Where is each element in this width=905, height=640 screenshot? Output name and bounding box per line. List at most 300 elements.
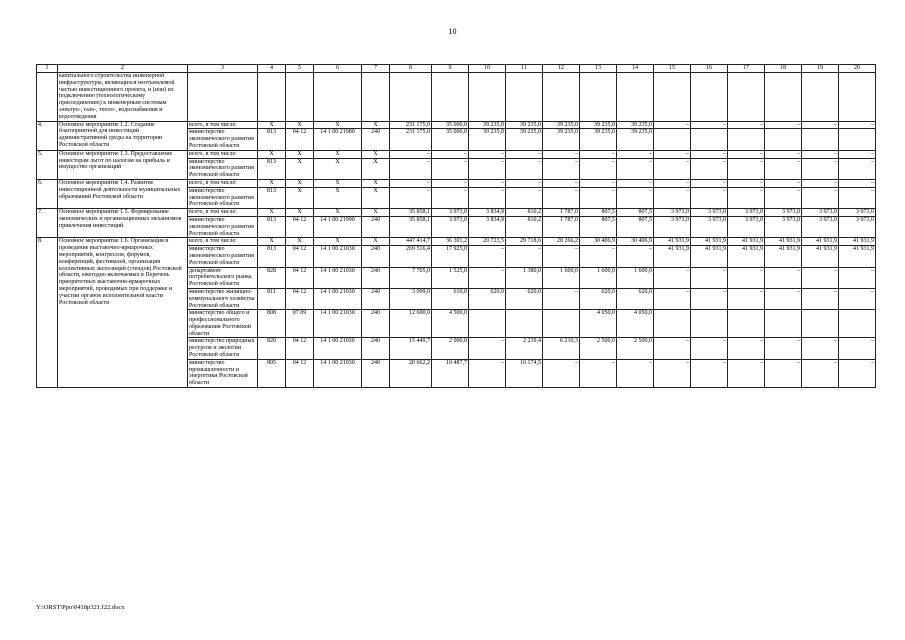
vr-cell: 240: [362, 338, 390, 359]
value-cell: 620,0: [469, 288, 506, 309]
value-cell: –: [728, 267, 765, 288]
empty-cell: [543, 73, 580, 122]
value-cell: –: [765, 338, 802, 359]
value-cell: –: [691, 121, 728, 129]
vr-cell: X: [362, 187, 390, 208]
value-cell: –: [839, 179, 876, 187]
executor-cell: всего, в том числе:: [188, 179, 258, 187]
grbs-cell: X: [258, 238, 286, 246]
value-cell: [728, 310, 765, 338]
csr-cell: 14 1 00 21990: [314, 216, 362, 237]
value-cell: –: [469, 158, 506, 179]
continuation-row: [37, 73, 876, 122]
grbs-cell: X: [258, 150, 286, 158]
value-cell: –: [390, 179, 432, 187]
value-cell: –: [617, 150, 654, 158]
value-cell: 39 235,0: [580, 121, 617, 129]
value-cell: 4 050,0: [617, 310, 654, 338]
rzpr-cell: X: [286, 209, 314, 217]
value-cell: –: [580, 359, 617, 387]
value-cell: 12 600,0: [390, 310, 432, 338]
empty-cell: [469, 73, 506, 122]
value-cell: –: [617, 359, 654, 387]
value-cell: 41 931,9: [728, 246, 765, 267]
value-cell: 3 973,0: [802, 209, 839, 217]
empty-cell: [390, 73, 432, 122]
value-cell: 41 931,9: [691, 238, 728, 246]
vr-cell: X: [362, 179, 390, 187]
rzpr-cell: X: [286, 179, 314, 187]
value-cell: 447 414,7: [390, 238, 432, 246]
value-cell: 3 973,0: [728, 209, 765, 217]
value-cell: 4 500,0: [432, 310, 469, 338]
value-cell: –: [654, 338, 691, 359]
value-cell: 620,0: [580, 288, 617, 309]
executor-cell: министерство экономического развития Ростовской области: [188, 187, 258, 208]
value-cell: [802, 129, 839, 150]
value-cell: –: [654, 288, 691, 309]
value-cell: –: [839, 121, 876, 129]
value-cell: –: [728, 150, 765, 158]
value-cell: –: [691, 158, 728, 179]
rzpr-cell: X: [286, 187, 314, 208]
vr-cell: X: [362, 158, 390, 179]
value-cell: –: [506, 187, 543, 208]
value-cell: –: [654, 121, 691, 129]
value-cell: –: [691, 338, 728, 359]
csr-cell: 14 1 00 21030: [314, 246, 362, 267]
value-cell: –: [432, 187, 469, 208]
csr-cell: 14 1 00 21030: [314, 267, 362, 288]
event-name-cell: Основное мероприятие 1.4. Развитие инвестиционной деятельности муниципальных образований Ростовской области: [58, 179, 188, 208]
value-cell: 4 050,0: [580, 310, 617, 338]
value-cell: –: [390, 187, 432, 208]
value-cell: –: [802, 288, 839, 309]
csr-cell: X: [314, 150, 362, 158]
value-cell: –: [802, 158, 839, 179]
value-cell: 807,5: [580, 216, 617, 237]
program-table: [36, 64, 876, 388]
rzpr-cell: 04 12: [286, 246, 314, 267]
value-cell: 3 973,0: [765, 209, 802, 217]
value-cell: 3 973,0: [432, 209, 469, 217]
value-cell: 1 600,0: [580, 267, 617, 288]
csr-cell: 14 1 00 21030: [314, 359, 362, 387]
header-row: [37, 65, 876, 73]
vr-cell: 240: [362, 310, 390, 338]
value-cell: –: [691, 187, 728, 208]
value-cell: 231 175,0: [390, 129, 432, 150]
executor-cell: департамент потребительского рынка Ростовской области: [188, 267, 258, 288]
csr-cell: X: [314, 158, 362, 179]
value-cell: –: [432, 179, 469, 187]
value-cell: –: [802, 121, 839, 129]
value-cell: 35 858,1: [390, 209, 432, 217]
empty-cell: [188, 73, 258, 122]
value-cell: [802, 310, 839, 338]
value-cell: –: [765, 179, 802, 187]
file-path-footer: Y:\ORST\Ppo\0418p321.f22.docx: [36, 604, 125, 611]
value-cell: 10 487,7: [432, 359, 469, 387]
value-cell: –: [802, 267, 839, 288]
value-cell: 30 406,9: [617, 238, 654, 246]
value-cell: 39 235,0: [580, 129, 617, 150]
value-cell: –: [765, 121, 802, 129]
executor-cell: всего, в том числе:: [188, 238, 258, 246]
value-cell: –: [469, 187, 506, 208]
empty-cell: [286, 73, 314, 122]
value-cell: –: [469, 150, 506, 158]
value-cell: –: [691, 359, 728, 387]
column-header-8: 8: [390, 65, 432, 73]
value-cell: 41 931,9: [802, 238, 839, 246]
value-cell: –: [802, 179, 839, 187]
value-cell: 619,0: [432, 288, 469, 309]
column-header-14: 14: [617, 65, 654, 73]
value-cell: 41 931,9: [765, 246, 802, 267]
value-cell: –: [543, 359, 580, 387]
value-cell: 807,5: [580, 209, 617, 217]
value-cell: 807,5: [617, 209, 654, 217]
value-cell: –: [765, 187, 802, 208]
column-header-20: 20: [839, 65, 876, 73]
value-cell: 3 973,0: [839, 216, 876, 237]
value-cell: [839, 129, 876, 150]
value-cell: –: [691, 150, 728, 158]
value-cell: –: [728, 288, 765, 309]
grbs-cell: 820: [258, 338, 286, 359]
value-cell: [506, 310, 543, 338]
value-cell: –: [654, 150, 691, 158]
value-cell: –: [580, 187, 617, 208]
empty-cell: [802, 73, 839, 122]
value-cell: –: [765, 288, 802, 309]
value-cell: –: [506, 158, 543, 179]
column-header-2: 2: [58, 65, 188, 73]
rzpr-cell: 07 09: [286, 310, 314, 338]
value-cell: –: [691, 179, 728, 187]
value-cell: –: [654, 158, 691, 179]
value-cell: 6 210,3: [543, 338, 580, 359]
value-cell: [654, 129, 691, 150]
column-header-18: 18: [765, 65, 802, 73]
rzpr-cell: 04 12: [286, 129, 314, 150]
column-header-3: 3: [188, 65, 258, 73]
vr-cell: 240: [362, 267, 390, 288]
value-cell: 30 406,9: [580, 238, 617, 246]
value-cell: 39 235,0: [469, 129, 506, 150]
grbs-cell: 813: [258, 158, 286, 179]
executor-cell: министерство экономического развития Ростовской области: [188, 246, 258, 267]
value-cell: –: [728, 158, 765, 179]
empty-cell: [691, 73, 728, 122]
value-cell: 28 266,2: [543, 238, 580, 246]
value-cell: –: [617, 179, 654, 187]
empty-cell: [432, 73, 469, 122]
value-cell: –: [469, 338, 506, 359]
grbs-cell: 808: [258, 310, 286, 338]
rzpr-cell: X: [286, 238, 314, 246]
executor-cell: всего, в том числе:: [188, 209, 258, 217]
value-cell: –: [728, 179, 765, 187]
vr-cell: X: [362, 121, 390, 129]
value-cell: 1 787,0: [543, 216, 580, 237]
table-row: [37, 150, 876, 158]
value-cell: 2 500,0: [617, 338, 654, 359]
value-cell: –: [765, 150, 802, 158]
value-cell: 3 973,0: [654, 216, 691, 237]
value-cell: [469, 310, 506, 338]
value-cell: 1 600,0: [543, 267, 580, 288]
value-cell: 2 239,4: [506, 338, 543, 359]
value-cell: 3 973,0: [432, 216, 469, 237]
empty-cell: [258, 73, 286, 122]
empty-cell: [617, 73, 654, 122]
value-cell: [691, 310, 728, 338]
row-number-cell: 7.: [37, 209, 58, 238]
value-cell: 39 235,0: [506, 129, 543, 150]
column-header-12: 12: [543, 65, 580, 73]
value-cell: 3 973,0: [691, 216, 728, 237]
value-cell: –: [543, 288, 580, 309]
csr-cell: 14 1 00 21030: [314, 338, 362, 359]
empty-cell: [654, 73, 691, 122]
value-cell: 807,5: [617, 216, 654, 237]
value-cell: –: [654, 359, 691, 387]
value-cell: –: [765, 158, 802, 179]
column-header-6: 6: [314, 65, 362, 73]
value-cell: 36 301,2: [432, 238, 469, 246]
value-cell: –: [802, 359, 839, 387]
value-cell: 3 834,9: [469, 209, 506, 217]
value-cell: –: [506, 246, 543, 267]
grbs-cell: 811: [258, 288, 286, 309]
column-header-9: 9: [432, 65, 469, 73]
continued-name-cell: капитального строительства инженерной инфраструктуры, являющихся неотъемлемой частью инвестиционного проекта, и (или) их подключению (технологическому присоединению) к инженерным системам электро-, газо-, тепло-, водоснабжения и водоотведения: [58, 73, 188, 122]
value-cell: 39 235,0: [617, 129, 654, 150]
executor-cell: министерство экономического развития Ростовской области: [188, 216, 258, 237]
rzpr-cell: 04 12: [286, 216, 314, 237]
value-cell: –: [802, 150, 839, 158]
value-cell: –: [617, 187, 654, 208]
value-cell: –: [802, 338, 839, 359]
value-cell: –: [580, 246, 617, 267]
value-cell: [543, 310, 580, 338]
value-cell: –: [839, 187, 876, 208]
value-cell: –: [839, 267, 876, 288]
value-cell: 41 931,9: [728, 238, 765, 246]
grbs-cell: 828: [258, 267, 286, 288]
csr-cell: X: [314, 238, 362, 246]
executor-cell: министерство промышленности и энергетики Ростовской области: [188, 359, 258, 387]
table-row: [37, 238, 876, 246]
value-cell: –: [432, 158, 469, 179]
value-cell: 17 925,0: [432, 246, 469, 267]
value-cell: 231 175,0: [390, 121, 432, 129]
value-cell: 2 500,0: [580, 338, 617, 359]
column-header-13: 13: [580, 65, 617, 73]
value-cell: 41 931,9: [802, 246, 839, 267]
value-cell: –: [469, 246, 506, 267]
vr-cell: 240: [362, 129, 390, 150]
value-cell: –: [580, 179, 617, 187]
value-cell: 3 973,0: [839, 209, 876, 217]
row-number-cell: [37, 73, 58, 122]
value-cell: –: [390, 158, 432, 179]
value-cell: –: [543, 246, 580, 267]
value-cell: –: [839, 288, 876, 309]
value-cell: 3 973,0: [691, 209, 728, 217]
value-cell: –: [432, 150, 469, 158]
value-cell: –: [506, 150, 543, 158]
grbs-cell: 813: [258, 216, 286, 237]
executor-cell: всего, в том числе:: [188, 121, 258, 129]
column-header-15: 15: [654, 65, 691, 73]
value-cell: [691, 129, 728, 150]
row-number-cell: 4.: [37, 121, 58, 150]
value-cell: [839, 310, 876, 338]
grbs-cell: X: [258, 179, 286, 187]
vr-cell: X: [362, 209, 390, 217]
value-cell: 3 099,0: [390, 288, 432, 309]
vr-cell: 240: [362, 246, 390, 267]
value-cell: 1 787,0: [543, 209, 580, 217]
value-cell: –: [691, 267, 728, 288]
value-cell: –: [728, 187, 765, 208]
value-cell: 20 662,2: [390, 359, 432, 387]
value-cell: –: [469, 267, 506, 288]
value-cell: –: [580, 150, 617, 158]
table-row: [37, 209, 876, 217]
csr-cell: X: [314, 179, 362, 187]
value-cell: [765, 129, 802, 150]
csr-cell: 14 1 00 21030: [314, 288, 362, 309]
value-cell: 29 718,6: [506, 238, 543, 246]
value-cell: 41 931,9: [654, 238, 691, 246]
value-cell: –: [839, 359, 876, 387]
value-cell: –: [839, 150, 876, 158]
csr-cell: X: [314, 187, 362, 208]
event-name-cell: Основное мероприятие 1.3. Предоставление инвесторам льгот по налогам на прибыль и имущество организаций: [58, 150, 188, 179]
value-cell: –: [802, 187, 839, 208]
value-cell: 3 973,0: [765, 216, 802, 237]
value-cell: 41 931,9: [691, 246, 728, 267]
table-row: [37, 179, 876, 187]
value-cell: 39 235,0: [506, 121, 543, 129]
value-cell: 1 600,0: [617, 267, 654, 288]
value-cell: 35 000,0: [432, 129, 469, 150]
empty-cell: [506, 73, 543, 122]
value-cell: [765, 310, 802, 338]
grbs-cell: 805: [258, 359, 286, 387]
empty-cell: [580, 73, 617, 122]
grbs-cell: 813: [258, 187, 286, 208]
empty-cell: [728, 73, 765, 122]
value-cell: 2 000,0: [432, 338, 469, 359]
value-cell: 810,2: [506, 209, 543, 217]
row-number-cell: 5.: [37, 150, 58, 179]
executor-cell: министерство общего и профессионального образования Ростовской области: [188, 310, 258, 338]
value-cell: 620,0: [506, 288, 543, 309]
value-cell: 3 973,0: [654, 209, 691, 217]
value-cell: 1 380,0: [506, 267, 543, 288]
empty-cell: [839, 73, 876, 122]
value-cell: –: [617, 158, 654, 179]
value-cell: –: [543, 150, 580, 158]
event-name-cell: Основное мероприятие 1.6. Организация и проведение выставочно-ярмарочных мероприятий, конгрессов, форумов, конференций, фестивалей, организация коллективных экспозиций (стендов) Ростовской области, ежегодно включаемых в Перечень приоритетных выставочно-ярмарочных мероприятий, проводимых при поддержке и участии органов исполнительной власти Ростовской области: [58, 238, 188, 388]
value-cell: 7 705,0: [390, 267, 432, 288]
rzpr-cell: 04 12: [286, 267, 314, 288]
value-cell: –: [654, 179, 691, 187]
value-cell: –: [543, 158, 580, 179]
event-name-cell: Основное мероприятие 1.2. Создание благоприятной для инвестиций административной среды на территории Ростовской области: [58, 121, 188, 150]
column-header-5: 5: [286, 65, 314, 73]
value-cell: [728, 129, 765, 150]
value-cell: 269 516,4: [390, 246, 432, 267]
value-cell: 3 834,9: [469, 216, 506, 237]
executor-cell: министерство жилищно-коммунального хозяйства Ростовской области: [188, 288, 258, 309]
value-cell: –: [691, 288, 728, 309]
table-row: [37, 121, 876, 129]
value-cell: 620,0: [617, 288, 654, 309]
value-cell: –: [728, 338, 765, 359]
executor-cell: министерство экономического развития Ростовской области: [188, 129, 258, 150]
column-header-19: 19: [802, 65, 839, 73]
value-cell: –: [580, 158, 617, 179]
value-cell: 1 525,0: [432, 267, 469, 288]
value-cell: –: [506, 179, 543, 187]
value-cell: –: [469, 179, 506, 187]
rzpr-cell: 04 12: [286, 288, 314, 309]
column-header-16: 16: [691, 65, 728, 73]
csr-cell: X: [314, 209, 362, 217]
value-cell: 39 235,0: [543, 121, 580, 129]
value-cell: –: [765, 359, 802, 387]
grbs-cell: X: [258, 121, 286, 129]
value-cell: –: [543, 179, 580, 187]
csr-cell: 14 1 00 21030: [314, 310, 362, 338]
column-header-17: 17: [728, 65, 765, 73]
value-cell: 41 931,9: [839, 238, 876, 246]
column-header-7: 7: [362, 65, 390, 73]
value-cell: –: [839, 158, 876, 179]
value-cell: 41 931,9: [839, 246, 876, 267]
column-header-10: 10: [469, 65, 506, 73]
rzpr-cell: 04 12: [286, 338, 314, 359]
vr-cell: 240: [362, 216, 390, 237]
vr-cell: 240: [362, 359, 390, 387]
grbs-cell: 813: [258, 246, 286, 267]
vr-cell: X: [362, 150, 390, 158]
vr-cell: X: [362, 238, 390, 246]
empty-cell: [362, 73, 390, 122]
value-cell: –: [654, 187, 691, 208]
value-cell: 10 174,5: [506, 359, 543, 387]
value-cell: [654, 310, 691, 338]
empty-cell: [765, 73, 802, 122]
page-number: 10: [448, 27, 457, 36]
column-header-11: 11: [506, 65, 543, 73]
value-cell: –: [765, 267, 802, 288]
value-cell: 41 931,9: [765, 238, 802, 246]
value-cell: 35 000,0: [432, 121, 469, 129]
vr-cell: 240: [362, 288, 390, 309]
value-cell: –: [839, 338, 876, 359]
grbs-cell: 813: [258, 129, 286, 150]
value-cell: –: [617, 246, 654, 267]
value-cell: 39 235,0: [543, 129, 580, 150]
value-cell: –: [654, 267, 691, 288]
